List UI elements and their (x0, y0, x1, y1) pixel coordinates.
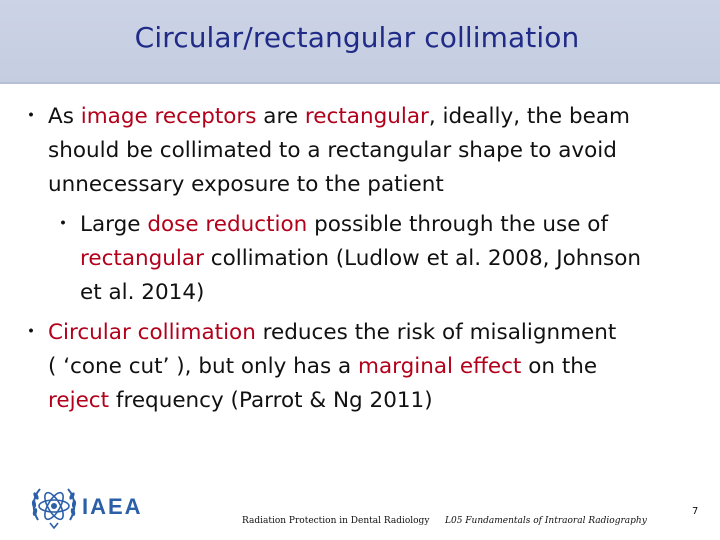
highlight-text: marginal effect (358, 354, 522, 379)
bullet-2-line-1 (48, 316, 616, 350)
iaea-atom-wreath-icon (28, 480, 80, 532)
highlight-text: rectangular (80, 246, 204, 271)
sub-bullet-line-2 (80, 242, 641, 276)
text-run: collimation (Ludlow et al. 2008, Johnson (203, 246, 642, 271)
text-run: , ideally, the beam (428, 104, 630, 129)
sub-bullet-marker: ・ (52, 212, 75, 237)
footer-right-text: L05 Fundamentals of Intraoral Radiography (445, 516, 647, 526)
text-run: frequency (Parrot & Ng 2011) (109, 388, 433, 413)
highlight-text: Circular collimation (48, 320, 256, 345)
text-run: possible through the use of (307, 212, 609, 237)
text-run: reduces the risk of misalignment (255, 320, 617, 345)
bullet-2-line-3 (48, 384, 433, 418)
iaea-logo (28, 480, 158, 532)
footer-center-text: Radiation Protection in Dental Radiology (242, 516, 430, 526)
text-run: As (48, 104, 81, 129)
bullet-marker: ・ (20, 104, 43, 129)
highlight-text: image receptors (80, 104, 257, 129)
text-run: on the (521, 354, 598, 379)
iaea-logo-text: IAEA (82, 494, 143, 519)
highlight-text: reject (48, 388, 110, 413)
bullet-marker: ・ (20, 320, 43, 345)
text-run: ( ‘cone cut’ ), but only has a (48, 354, 359, 379)
text-run: are (256, 104, 305, 129)
bullet-1-line-2: should be collimated to a rectangular shape to avoid (48, 138, 617, 163)
sub-bullet-line-1 (80, 208, 608, 242)
bullet-1-line-1 (48, 100, 630, 134)
bullet-1-line-3: unnecessary exposure to the patient (48, 172, 444, 197)
highlight-text: rectangular (304, 104, 429, 129)
bullet-2-line-2 (48, 350, 597, 384)
slide-title: Circular/rectangular collimation (134, 21, 580, 54)
sub-bullet-line-3: et al. 2014) (80, 280, 205, 305)
text-run: Large (80, 212, 148, 237)
highlight-text: dose reduction (147, 212, 308, 237)
page-number: 7 (692, 506, 699, 517)
